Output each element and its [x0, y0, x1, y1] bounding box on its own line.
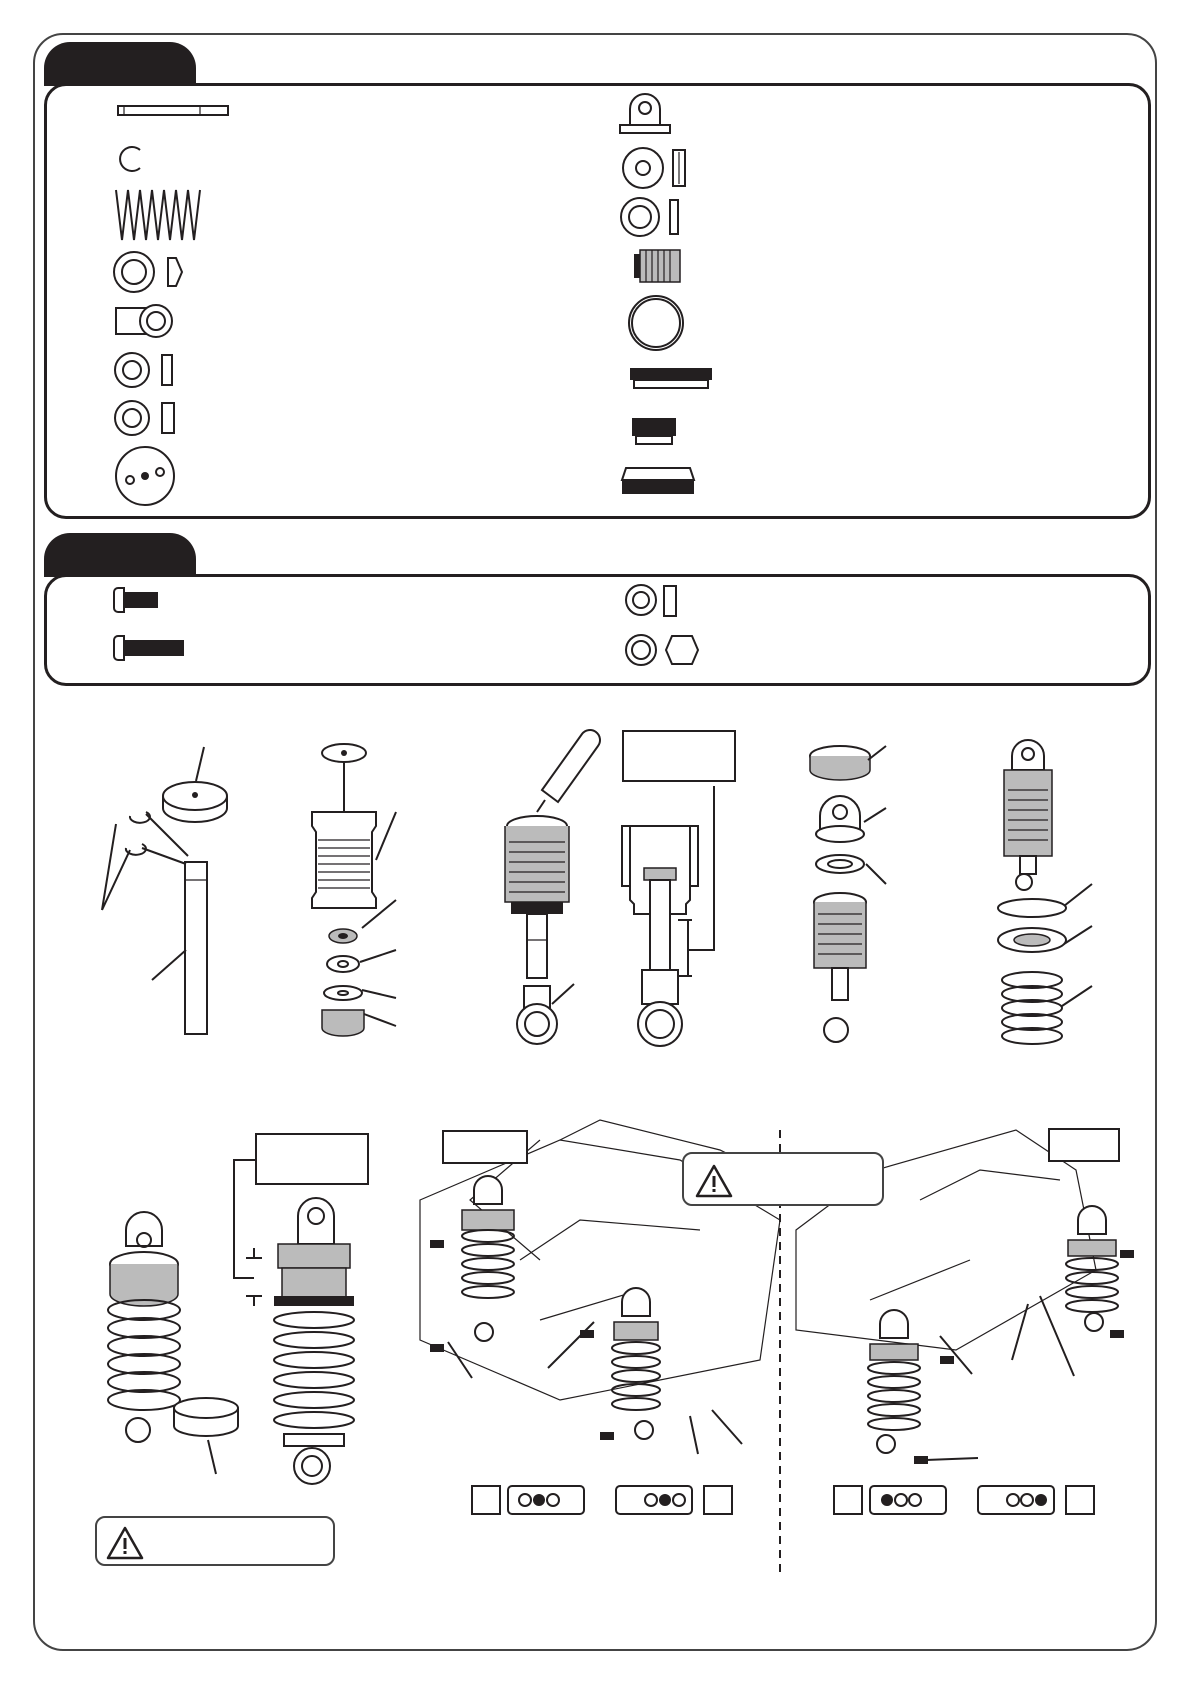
front-right-shock: [612, 1288, 660, 1439]
piston-part: [116, 447, 174, 505]
spring-part: [116, 190, 200, 240]
step-piston-stack: [312, 744, 396, 1036]
rear-label: [1048, 1128, 1120, 1162]
step-ride-height-shock: [234, 1160, 354, 1484]
step-oil-fill: [505, 730, 600, 1044]
rod-end-part: [116, 305, 172, 337]
shock-body-part: [634, 250, 680, 282]
mount-position-rear-right: [978, 1486, 1094, 1514]
caution-oil-box: [682, 1152, 884, 1206]
step-cap-assembly: [810, 746, 886, 1042]
rear-left-shock: [868, 1310, 920, 1453]
hardware-washer-part: [626, 585, 676, 616]
o-ring-washer-part: [623, 148, 685, 188]
caution-spring-box: [95, 1516, 335, 1566]
bladder-ring-part: [629, 296, 683, 350]
step-spring-install: [998, 740, 1092, 1044]
button-screw-short-part: [114, 588, 158, 612]
warning-icon: [694, 1163, 734, 1199]
ride-height-label: [255, 1133, 369, 1185]
bushing-part: [621, 198, 678, 236]
shock-cap-eyelet-part: [620, 94, 670, 133]
e-clip-part: [120, 147, 140, 171]
front-label: [442, 1130, 528, 1164]
top-cap-part: [622, 468, 694, 494]
mount-position-front-right: [616, 1486, 732, 1514]
spring-seat-part: [114, 252, 182, 292]
mount-position-rear-left: [834, 1486, 946, 1514]
button-screw-long-part: [114, 636, 184, 660]
mount-position-front-left: [472, 1486, 584, 1514]
shock-length-label: [622, 730, 736, 782]
ball-stud-part: [626, 635, 698, 665]
step-complete-shock-small: [108, 1212, 238, 1474]
front-left-shock: [462, 1176, 514, 1341]
rear-right-shock: [1066, 1206, 1118, 1331]
shock-shaft-part: [118, 106, 228, 115]
step-shock-length-gauge: [622, 786, 714, 1046]
step-shaft-assembly: [102, 747, 227, 1034]
warning-icon: [105, 1525, 145, 1561]
threaded-collar-part: [630, 368, 712, 388]
lower-cap-part: [632, 418, 676, 444]
washer-large-part: [115, 353, 172, 387]
washer-part: [115, 401, 174, 435]
